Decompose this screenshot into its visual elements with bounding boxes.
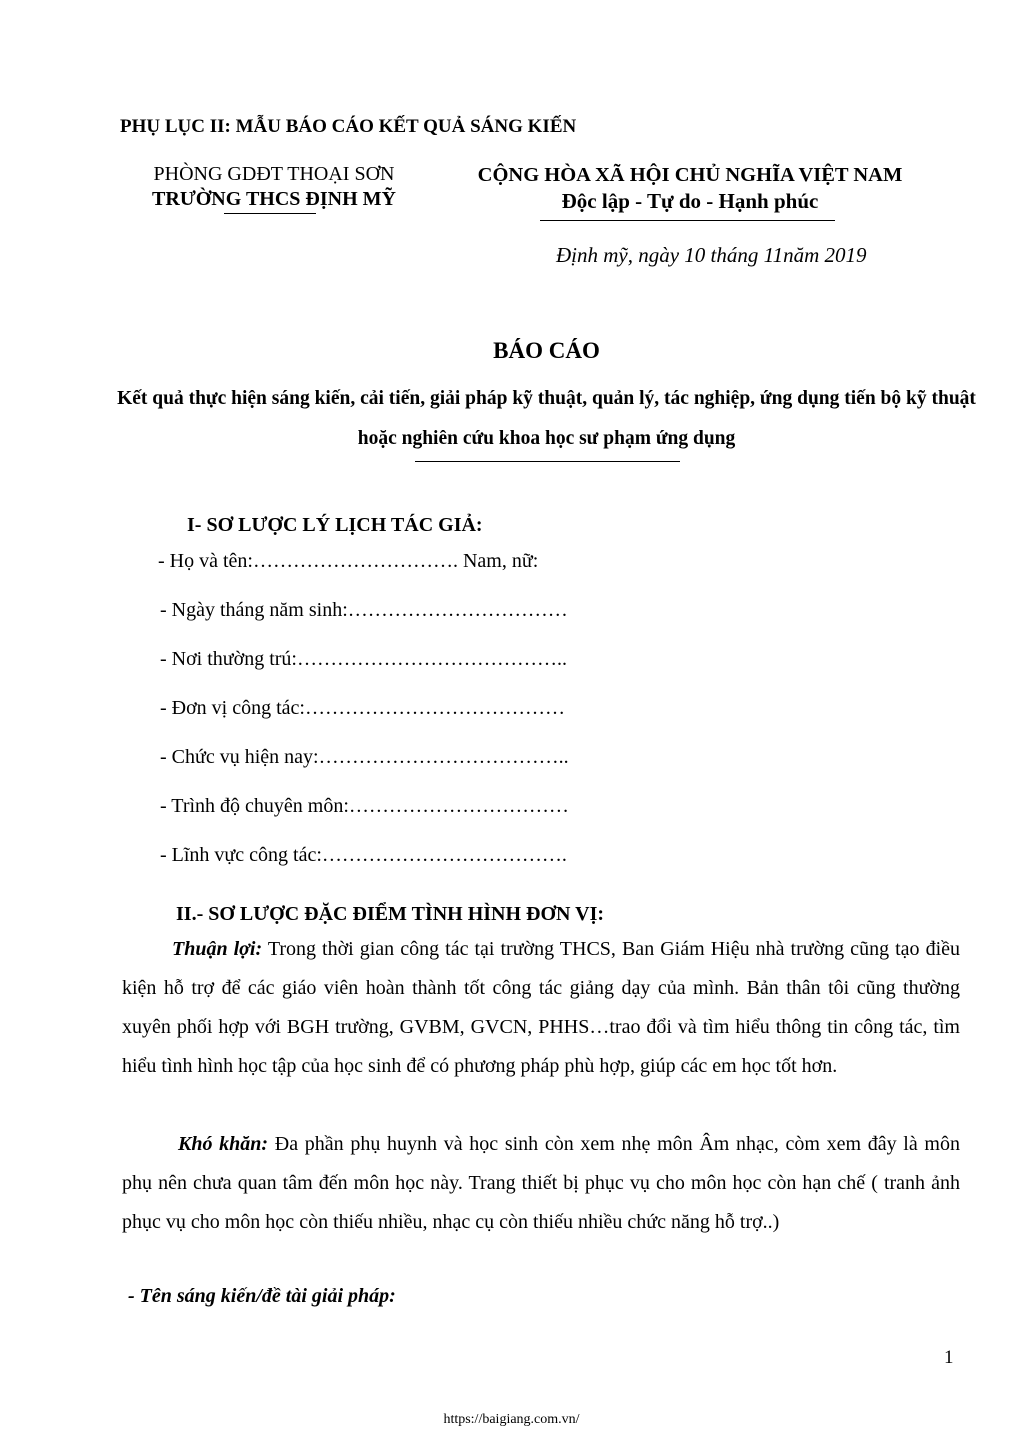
report-title: BÁO CÁO (493, 338, 600, 363)
field-work-unit: - Đơn vị công tác:………………………………… (160, 697, 565, 719)
field-birth-date: - Ngày tháng năm sinh:…………………………… (160, 599, 568, 621)
motto-underline (540, 220, 835, 221)
difficulties-label: Khó khăn: (178, 1133, 269, 1155)
initiative-name-label: - Tên sáng kiến/đề tài giải pháp: (128, 1285, 396, 1307)
issuing-org-block (118, 162, 430, 212)
field-qualification: - Trình độ chuyên môn:…………………………… (160, 795, 569, 817)
section-1-heading: I- SƠ LƯỢC LÝ LỊCH TÁC GIẢ: (187, 514, 483, 536)
date-line: Định mỹ, ngày 10 tháng 11năm 2019 (556, 243, 867, 267)
advantages-label: Thuận lợi: (172, 938, 263, 960)
difficulties-text: Đa phần phụ huynh và học sinh còn xem nhẹ môn Âm nhạc, còm xem đây là môn phụ nên chưa quan tâm đến môn học này. Trang thiết bị phục vụ cho môn học còn hạn chế ( tranh ảnh phục vụ cho môn học còn thiếu nhiều, nhạc cụ còn thiếu nhiều chức năng hỗ trợ..) (122, 1133, 960, 1233)
footer-url[interactable]: https://baigiang.com.vn/ (443, 1412, 580, 1427)
national-header-block (440, 162, 940, 214)
department-name: PHÒNG GDĐT THOẠI SƠN (153, 163, 395, 185)
field-position: - Chức vụ hiện nay:……………………………….. (160, 746, 569, 768)
advantages-text: Trong thời gian công tác tại trường THCS, Ban Giám Hiệu nhà trường cũng tạo điều kiện hỗ trợ để các giáo viên hoàn thành tốt công tác giảng dạy của mình. Bản thân tôi cũng thường xuyên phối hợp với BGH trường, GVBM, GVCN, PHHS…trao đổi và tìm hiểu thông tin công tác, tìm hiểu tình hình học tập của học sinh để có phương pháp phù hợp, giúp các em học tốt hơn. (122, 938, 961, 1077)
section-2-heading: II.- SƠ LƯỢC ĐẶC ĐIỂM TÌNH HÌNH ĐƠN VỊ: (176, 903, 605, 925)
report-subtitle: Kết quả thực hiện sáng kiến, cải tiến, giải pháp kỹ thuật, quản lý, tác nghiệp, ứng dụng tiến bộ kỹ thuật hoặc nghiên cứu khoa học sư phạm ứng dụng (117, 388, 976, 449)
republic-name: CỘNG HÒA XÃ HỘI CHỦ NGHĨA VIỆT NAM (477, 164, 903, 186)
difficulties-paragraph (122, 1125, 960, 1242)
school-underline (224, 213, 316, 214)
field-full-name: - Họ và tên:…………………………. Nam, nữ: (158, 550, 539, 572)
title-divider (415, 461, 680, 462)
advantages-paragraph (122, 930, 960, 1086)
appendix-title: PHỤ LỤC II: MẪU BÁO CÁO KẾT QUẢ SÁNG KIẾN (120, 116, 577, 137)
school-name: TRƯỜNG THCS ĐỊNH MỸ (152, 188, 396, 210)
page-number: 1 (944, 1347, 954, 1368)
field-work-area: - Lĩnh vực công tác:………………………………. (160, 844, 567, 866)
national-motto: Độc lập - Tự do - Hạnh phúc (561, 189, 819, 213)
field-residence: - Nơi thường trú:………………………………….. (160, 648, 567, 670)
